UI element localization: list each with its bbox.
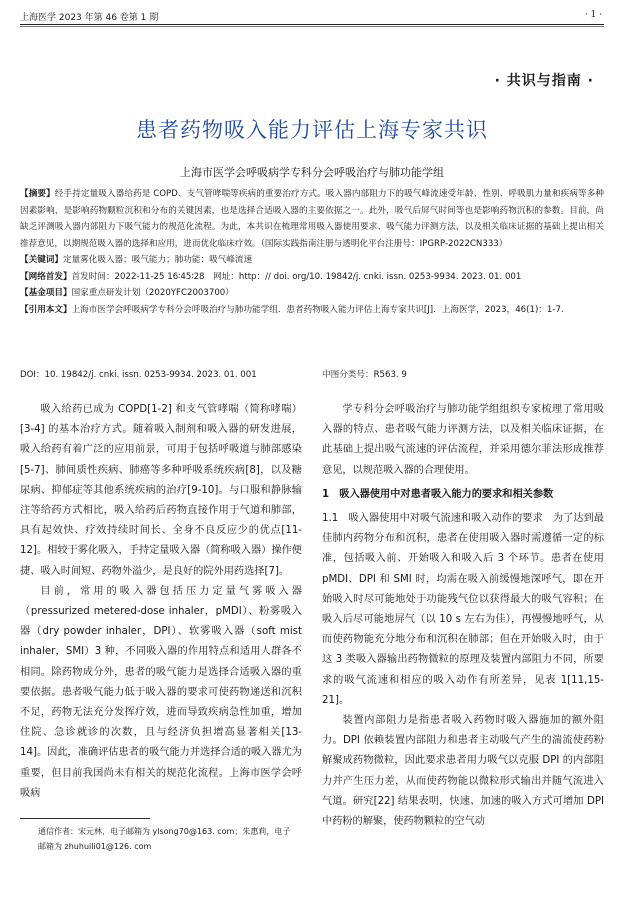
online-text: 首发时间：2022-11-25 16∶45∶28 网址：http：// doi. org/10. 19842/j. cnki. issn. 0253-9934. 2023. 01. 001: [71, 271, 522, 282]
header-rule: [20, 24, 604, 25]
right-column: [322, 400, 604, 832]
body-paragraph: 吸入给药已成为 COPD[1-2] 和支气管哮喘（简称哮喘）[3-4] 的基本治疗方式。随着吸入制剂和吸入器的研发进展，吸入给药有着广泛的应用前景，可用于包括呼吸道与肺部感染[5-7]、肺间质性疾病、肺癌等多种呼吸系统疾病[8]，以及糖尿病、抑郁症等其他系统疾病的治疗[9-10]。与口服和静脉输注等给药方式相比，吸入给药后药物直接作用于气道和肺部，具有起效快、疗效持续时间长、全身不良反应少的优点[11-12]。相较于雾化吸入，手持定量吸入器（简称吸入器）操作便捷、吸入时间短、药物外溢少，是良好的院外用药选择[7]。: [20, 404, 302, 577]
correspondence-footnote: 通信作者：宋元林，电子邮箱为 ylsong70@163. com；朱惠莉，电子邮箱为 zhuhuili01@126. com: [38, 827, 291, 851]
abstract-text: 经手持定量吸入器给药是 COPD、支气管哮喘等疾病的重要治疗方式。吸入器内部阻力下的吸气峰流速受年龄、性别、呼吸肌力量和疾病等多种因素影响，是影响药物颗粒沉积和分布的关键因素，也是选择合适吸入器的主要依据之一。此外，吸气后屏气时间等也是影响药物沉积的参数。目前，尚缺乏评测吸入器内部阻力下吸气能力的规范化流程。为此，本共识在梳理常用吸入器使用要求、吸气能力评测方法，以及相关临床证据的基础上提出相关推荐意见，以期规范吸入器的选择和应用，进而优化临床疗效。（国际实践指南注册与透明化平台注册号：IPGRP-2022CN333）: [20, 189, 604, 249]
article-title: 患者药物吸入能力评估上海专家共识: [136, 118, 488, 142]
abstract-label: 【摘要】: [20, 189, 55, 199]
body-paragraph: 目前，常用的吸入器包括压力定量气雾吸入器（pressurized metered-dose inhaler，pMDI）、粉雾吸入器（dry powder inhaler，DPI）、软雾吸入器（soft mist inhaler，SMI）3 种，不同吸入器的作用特点和适用人群各不相同。除药物成分外，患者的吸气能力是选择合适吸入器的重要依据。患者吸气能力低于吸入器的要求可使药物递送和沉积不足，药物无法充分发挥疗效，进而导致疾病急性加重，增加住院、急诊就诊的次数，且与经济负担增高显著相关[13-14]。因此，准确评估患者的吸气能力并选择合适的吸入器尤为重要，但目前我国尚未有相关的规范化流程。上海市医学会呼吸病: [20, 585, 302, 799]
header-rule-thin: [20, 26, 604, 27]
page-number: · 1 ·: [584, 10, 602, 20]
footnote-rule: [20, 818, 150, 819]
section-heading: 1 吸入器使用中对患者吸入能力的要求和相关参数: [322, 488, 554, 500]
online-label: 【网络首发】: [20, 271, 72, 282]
keywords-label: 【关键词】: [20, 255, 63, 265]
subsection-paragraph: 1.1 吸入器使用中对吸气流速和吸入动作的要求 为了达到最佳肺内药物分布和沉积，患者在使用吸入器时需遵循一定的标准，包括吸入前、开始吸入和吸入后 3 个环节。患者在使用 pMDI、DPI 和 SMI 时，均需在吸入前缓慢地深呼气，即在开始吸入时尽可能地处于功能残气位以获得最大的吸气容积；在吸入后尽可能地屏气（以 10 s 左右为佳），再慢慢地呼气，从而使药物能充分地分布和沉积在肺部；但在开始吸入时，由于这 3 类吸入器输出药物微粒的原理及装置内部阻力不同，所要求的吸气流速和相应的吸入动作有所差异，见表 1[11,15-21]。: [322, 513, 604, 706]
left-column: [20, 400, 302, 804]
fund-label: 【基金项目】: [20, 288, 72, 298]
keywords-text: 定量雾化吸入器；吸气能力；肺功能；吸气峰流速: [62, 255, 253, 265]
body-paragraph: 学专科分会呼吸治疗与肺功能学组组织专家梳理了常用吸入器的特点、患者吸气能力评测方法，以及相关临床证据，在此基础上提出吸气流速的评估流程，并采用德尔菲法形成推荐意见，以规范吸入器的合理使用。: [322, 404, 604, 476]
body-paragraph: 装置内部阻力是指患者吸入药物时吸入器施加的额外阻力。DPI 依赖装置内部阻力和患者主动吸气产生的湍流使药粉解聚成药物微粒，因此要求患者用力吸气以克服 DPI 的内部阻力并产生压力差，从而使药物能以微粒形式输出并随气流进入气道。研究[22] 结果表明，快速、加速的吸入方式可增加 DPI 中药粉的解聚，使药物颗粒的空气动: [322, 715, 604, 828]
citation-label: 【引用本文】: [20, 304, 72, 315]
fund-text: 国家重点研发计划（2020YFC2003700）: [71, 288, 234, 298]
clc-number: 中图分类号：R563. 9: [322, 370, 407, 380]
article-authors: 上海市医学会呼吸病学专科分会呼吸治疗与肺功能学组: [180, 166, 444, 179]
doi-text: DOI：10. 19842/j. cnki. issn. 0253-9934. 2023. 01. 001: [20, 370, 257, 380]
journal-header: 上海医学 2023 年第 46 卷第 1 期: [20, 13, 159, 23]
doi-row: [20, 368, 604, 380]
abstract-block: [20, 186, 604, 318]
citation-text: 上海市医学会呼吸病学专科分会呼吸治疗与肺功能学组．患者药物吸入能力评估上海专家共识[J]．上海医学，2023，46(1)：1-7.: [71, 304, 564, 315]
column-tag: · 共识与指南 ·: [494, 73, 594, 89]
